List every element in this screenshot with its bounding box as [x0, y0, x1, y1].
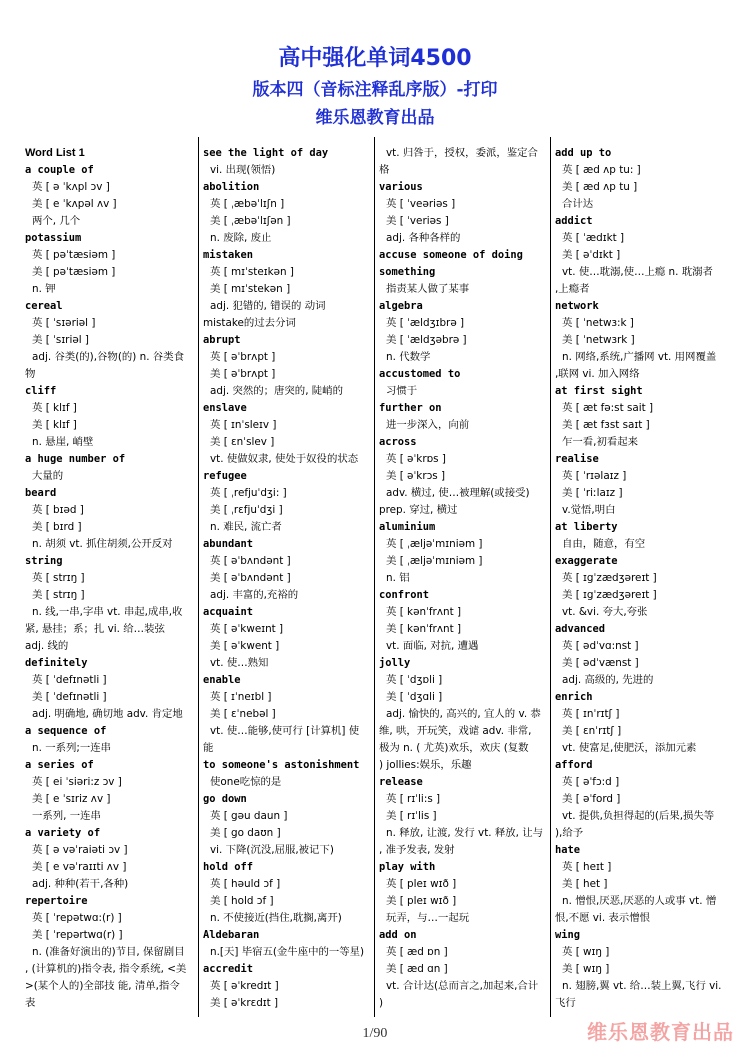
headword: enslave — [203, 402, 247, 414]
meaning: n.[天] 毕宿五(金牛座中的一等星) — [210, 946, 365, 958]
headword: afford — [555, 759, 593, 771]
phonetic: 英 [ əˈkrɒs ] — [386, 453, 446, 465]
phonetic: 英 [ kənˈfrʌnt ] — [386, 606, 461, 618]
column-1 — [22, 137, 198, 1017]
column-4 — [550, 137, 728, 1017]
phonetic: 美 [ wɪŋ ] — [562, 963, 610, 975]
headword: hate — [555, 844, 581, 856]
phonetic: 美 [ ˈriːlaɪz ] — [562, 487, 623, 499]
list-heading: Word List 1 — [25, 147, 85, 159]
meaning-continued: prep. 穿过, 横过 — [379, 504, 458, 516]
meaning: vt. 合计达(总而言之,加起来,合计 — [386, 980, 539, 992]
meaning: adj. 突然的；唐突的, 陡峭的 — [210, 385, 343, 397]
headword: enrich — [555, 691, 593, 703]
meaning-continued: mistake的过去分词 — [203, 317, 296, 329]
phonetic: 美 [ e ˈsɪriz ʌv ] — [32, 793, 111, 805]
meaning: n. 钾 — [32, 283, 56, 295]
meaning: n. 难民, 流亡者 — [210, 521, 282, 533]
phonetic: 美 [ ˈdʒɑli ] — [386, 691, 443, 703]
headword: aluminium — [379, 521, 436, 533]
meaning-continued: ),给予 — [555, 827, 584, 839]
phonetic: 英 [ mɪˈsteɪkən ] — [210, 266, 294, 278]
phonetic: 美 [ æt fɜst saɪt ] — [562, 419, 650, 431]
phonetic: 英 [ ˈveəriəs ] — [386, 198, 456, 210]
headword: abrupt — [203, 334, 241, 346]
headword: mistaken — [203, 249, 254, 261]
meaning: vt. 使…耽溺,使…上瘾 n. 耽溺者 — [562, 266, 713, 278]
headword: advanced — [555, 623, 606, 635]
phonetic: 美 [ go daʊn ] — [210, 827, 281, 839]
phonetic: 美 [ ədˈvænst ] — [562, 657, 639, 669]
phonetic: 英 [ ə ˈkʌpl ɔv ] — [32, 181, 110, 193]
meaning: vi. 出现(领悟) — [210, 164, 276, 176]
headword: realise — [555, 453, 599, 465]
document-title: 高中强化单词4500 — [278, 46, 472, 71]
headword: play with — [379, 861, 436, 873]
phonetic: 美 [ əˈbʌndənt ] — [210, 572, 291, 584]
phonetic: 美 [ əˈdɪkt ] — [562, 249, 621, 261]
phonetic: 美 [ ˌæbəˈlɪʃən ] — [210, 215, 291, 227]
phonetic: 美 [ pleɪ wɪð ] — [386, 895, 457, 907]
phonetic: 英 [ ˈrɪəlaɪz ] — [562, 470, 627, 482]
meaning: 进一步深入，向前 — [386, 419, 470, 431]
phonetic: 英 [ ˈnetwɜ:k ] — [562, 317, 634, 329]
meaning-continued: 恨,不愿 vi. 表示憎恨 — [555, 912, 650, 924]
headword: addict — [555, 215, 593, 227]
phonetic: 英 [ ɪnˈrɪtʃ ] — [562, 708, 620, 720]
meaning: 指责某人做了某事 — [386, 283, 470, 295]
headword: accredit — [203, 963, 254, 975]
meaning: adv. 横过, 使…被理解(或接受) — [386, 487, 530, 499]
phonetic: 美 [ ɛnˈslev ] — [210, 436, 275, 448]
phonetic: 美 [ kənˈfrʌnt ] — [386, 623, 461, 635]
headword: abolition — [203, 181, 260, 193]
meaning: 一系列, 一连串 — [32, 810, 101, 822]
phonetic: 美 [ e ˈkʌpəl ʌv ] — [32, 198, 117, 210]
phonetic: 美 [ pəˈtæsiəm ] — [32, 266, 116, 278]
headword: see the light of day — [203, 147, 329, 159]
meaning-continued: >(某个人的)全部技 能, 清单,指令 — [25, 980, 180, 992]
phonetic: 英 [ əˈbʌndənt ] — [210, 555, 291, 567]
headword: a sequence of — [25, 725, 107, 737]
phonetic: 英 [ ɪˈneɪbl ] — [210, 691, 272, 703]
meaning: vi. 下降(沉没,屈服,被记下) — [210, 844, 334, 856]
phonetic: 英 [ əˈkweɪnt ] — [210, 623, 284, 635]
headword: a couple of — [25, 164, 94, 176]
meaning: 合计达 — [562, 198, 594, 210]
headword: definitely — [25, 657, 88, 669]
phonetic: 英 [ heɪt ] — [562, 861, 612, 873]
headword: across — [379, 436, 417, 448]
phonetic: 美 [ het ] — [562, 878, 608, 890]
meaning: vt. 使富足,使肥沃，添加元素 — [562, 742, 697, 754]
meaning-continued: ,联网 vi. 加入网络 — [555, 368, 640, 380]
meaning: n. 翅膀,翼 vt. 给…装上翼,飞行 vi. — [562, 980, 722, 992]
meaning: v.觉悟,明白 — [562, 504, 616, 516]
phonetic: 美 [ ˈnetwɜrk ] — [562, 334, 635, 346]
column-2 — [198, 137, 374, 1017]
phonetic: 美 [ ˈdefɪnətli ] — [32, 691, 107, 703]
headword: beard — [25, 487, 57, 499]
phonetic: 美 [ əˈbrʌpt ] — [210, 368, 276, 380]
meaning-continued: 表 — [25, 997, 36, 1009]
phonetic: 英 [ ˌrefjuˈdʒi: ] — [210, 487, 287, 499]
phonetic: 美 [ rɪˈlis ] — [386, 810, 437, 822]
meaning: n. 释放, 让渡, 发行 vt. 释放, 让与 — [386, 827, 544, 839]
headword: network — [555, 300, 599, 312]
meaning: adj. 谷类(的),谷物(的) n. 谷类食 — [32, 351, 184, 363]
meaning: 自由，随意，有空 — [562, 538, 646, 550]
headword: at liberty — [555, 521, 618, 533]
column-3 — [374, 137, 550, 1017]
headword: Aldebaran — [203, 929, 260, 941]
phonetic: 美 [ hold ɔf ] — [210, 895, 274, 907]
meaning-continued: , (计算机的)指令表, 指令系统, <美 — [25, 963, 187, 975]
meaning-continued: adj. 线的 — [25, 640, 69, 652]
meaning: adj. 种种(若干,各种) — [32, 878, 129, 890]
meaning-continued: ,上瘾者 — [555, 283, 590, 295]
meaning: adj. 丰富的,充裕的 — [210, 589, 299, 601]
headword: potassium — [25, 232, 82, 244]
meaning: adj. 愉快的, 高兴的, 宜人的 v. 恭 — [386, 708, 541, 720]
meaning-continued: 紧, 悬挂；系；扎 vi. 给…装弦 — [25, 623, 165, 635]
phonetic: 美 [ ˌæljəˈmɪniəm ] — [386, 555, 483, 567]
phonetic: 英 [ pleɪ wɪð ] — [386, 878, 457, 890]
meaning-continued: 格 — [379, 164, 390, 176]
word-list-columns — [22, 137, 728, 1017]
headword: refugee — [203, 470, 247, 482]
phonetic: 英 [ əˈbrʌpt ] — [210, 351, 276, 363]
phonetic: 英 [ ˈdefɪnətli ] — [32, 674, 107, 686]
publisher-watermark: 维乐恩教育出品 — [587, 1020, 734, 1044]
meaning-continued: ) — [379, 997, 384, 1009]
page-number: 1/90 — [362, 1026, 388, 1041]
headword: a huge number of — [25, 453, 126, 465]
headword: go down — [203, 793, 247, 805]
phonetic: 英 [ ˈældʒɪbrə ] — [386, 317, 465, 329]
headword: cereal — [25, 300, 63, 312]
meaning: vt. 使做奴隶, 使处于奴役的状态 — [210, 453, 359, 465]
meaning: 两个, 几个 — [32, 215, 81, 227]
phonetic: 美 [ e vəˈraɪɪti ʌv ] — [32, 861, 127, 873]
meaning: n. 废除, 废止 — [210, 232, 272, 244]
meaning: n. 悬崖, 峭壁 — [32, 436, 94, 448]
meaning-continued: 极为 n. ( 尤英)欢乐，欢庆 (复数 — [379, 742, 529, 754]
phonetic: 英 [ əˈkredɪt ] — [210, 980, 279, 992]
headword: release — [379, 776, 423, 788]
phonetic: 美 [ əˈkwent ] — [210, 640, 280, 652]
headword: string — [25, 555, 63, 567]
meaning: n. 代数学 — [386, 351, 431, 363]
meaning-continued: 能 — [203, 742, 214, 754]
phonetic: 英 [ rɪˈli:s ] — [386, 793, 441, 805]
headword: something — [379, 266, 436, 278]
phonetic: 美 [ ˈveriəs ] — [386, 215, 449, 227]
headword: further on — [379, 402, 442, 414]
phonetic: 美 [ ɪgˈzædʒəreɪt ] — [562, 589, 657, 601]
meaning: adj. 高级的, 先进的 — [562, 674, 654, 686]
meaning: n. (准备好演出的)节目, 保留剧目 — [32, 946, 185, 958]
phonetic: 美 [ bɪrd ] — [32, 521, 82, 533]
meaning: 乍一看,初看起来 — [562, 436, 639, 448]
meaning: 玩弄，与…一起玩 — [386, 912, 470, 924]
headword: accustomed to — [379, 368, 461, 380]
phonetic: 美 [ strɪŋ ] — [32, 589, 85, 601]
meaning: n. 一系列;一连串 — [32, 742, 112, 754]
headword: enable — [203, 674, 241, 686]
phonetic: 英 [ əˈfɔ:d ] — [562, 776, 620, 788]
meaning: 习惯于 — [386, 385, 418, 397]
document-subtitle: 版本四（音标注释乱序版）-打印 — [252, 80, 498, 100]
meaning: n. 不使接近(挡住,耽搁,离开) — [210, 912, 342, 924]
phonetic: 美 [ ɛnˈrɪtʃ ] — [562, 725, 622, 737]
phonetic: 美 [ əˈford ] — [562, 793, 621, 805]
meaning: vt. 提供,负担得起的(后果,损失等 — [562, 810, 715, 822]
headword: jolly — [379, 657, 411, 669]
phonetic: 英 [ ˌæljəˈmɪniəm ] — [386, 538, 483, 550]
headword: confront — [379, 589, 430, 601]
phonetic: 英 [ ˈædɪkt ] — [562, 232, 625, 244]
meaning: vt. 使…熟知 — [210, 657, 269, 669]
headword: acquaint — [203, 606, 254, 618]
meaning: n. 网络,系统,广播网 vt. 用网覆盖 — [562, 351, 717, 363]
headword: a series of — [25, 759, 94, 771]
meaning-continued: ) jollies:娱乐，乐趣 — [379, 759, 472, 771]
headword: hold off — [203, 861, 254, 873]
phonetic: 英 [ klɪf ] — [32, 402, 77, 414]
phonetic: 英 [ ˈsɪəriəl ] — [32, 317, 96, 329]
phonetic: 英 [ ədˈvɑ:nst ] — [562, 640, 639, 652]
headword: cliff — [25, 385, 57, 397]
meaning: adj. 犯错的, 错误的 动词 — [210, 300, 326, 312]
headword: abundant — [203, 538, 254, 550]
headword: algebra — [379, 300, 423, 312]
meaning: 使one吃惊的是 — [210, 776, 282, 788]
phonetic: 英 [ ɪgˈzædʒəreɪt ] — [562, 572, 657, 584]
meaning-continued: 飞行 — [555, 997, 576, 1009]
phonetic: 英 [ æd ʌp tu: ] — [562, 164, 641, 176]
meaning: adj. 各种各样的 — [386, 232, 461, 244]
phonetic: 英 [ wɪŋ ] — [562, 946, 610, 958]
meaning: vt. &vi. 夸大,夸张 — [562, 606, 648, 618]
meaning: vt. 归咎于，授权，委派，鉴定合 — [386, 147, 538, 159]
headword: at first sight — [555, 385, 643, 397]
meaning-continued: 维, 哄，开玩笑，戏谑 adv. 非常, — [379, 725, 532, 737]
phonetic: 英 [ gəu daun ] — [210, 810, 288, 822]
meaning: vt. 面临, 对抗, 遭遇 — [386, 640, 479, 652]
headword: a variety of — [25, 827, 101, 839]
phonetic: 美 [ ɛˈnebəl ] — [210, 708, 276, 720]
meaning: vt. 使…能够,使可行 [计算机] 使 — [210, 725, 360, 737]
phonetic: 美 [ ˈrepərtwɑ(r) ] — [32, 929, 123, 941]
phonetic: 美 [ mɪˈstekən ] — [210, 283, 291, 295]
phonetic: 美 [ klɪf ] — [32, 419, 77, 431]
phonetic: 美 [ ˌrɛfjuˈdʒi ] — [210, 504, 283, 516]
headword: add up to — [555, 147, 612, 159]
meaning: n. 胡须 vt. 抓住胡须,公开反对 — [32, 538, 173, 550]
phonetic: 英 [ bɪəd ] — [32, 504, 84, 516]
phonetic: 英 [ ə vəˈraiəti ɔv ] — [32, 844, 128, 856]
phonetic: 英 [ ei ˈsiəri:z ɔv ] — [32, 776, 122, 788]
meaning: n. 线,一串,字串 vt. 串起,成串,收 — [32, 606, 183, 618]
phonetic: 英 [ ɪnˈsleɪv ] — [210, 419, 277, 431]
phonetic: 美 [ æd ɑn ] — [386, 963, 448, 975]
meaning: adj. 明确地, 确切地 adv. 肯定地 — [32, 708, 183, 720]
phonetic: 英 [ strɪŋ ] — [32, 572, 85, 584]
phonetic: 美 [ ˈsɪriəl ] — [32, 334, 89, 346]
headword: various — [379, 181, 423, 193]
phonetic: 英 [ ˌæbəˈlɪʃn ] — [210, 198, 285, 210]
headword: accuse someone of doing — [379, 249, 523, 261]
phonetic: 英 [ həuld ɔf ] — [210, 878, 281, 890]
phonetic: 英 [ ˈdʒɒli ] — [386, 674, 443, 686]
headword: add on — [379, 929, 417, 941]
phonetic: 英 [ pəˈtæsiəm ] — [32, 249, 116, 261]
phonetic: 英 [ æd ɒn ] — [386, 946, 448, 958]
document-header — [0, 44, 750, 132]
meaning-continued: 物 — [25, 368, 36, 380]
headword: wing — [555, 929, 581, 941]
document-publisher: 维乐恩教育出品 — [315, 108, 435, 128]
phonetic: 英 [ ˈrepətwɑ:(r) ] — [32, 912, 122, 924]
meaning: 大量的 — [32, 470, 64, 482]
meaning: n. 憎恨,厌恶,厌恶的人或事 vt. 憎 — [562, 895, 717, 907]
headword: repertoire — [25, 895, 88, 907]
phonetic: 美 [ əˈkrɛdɪt ] — [210, 997, 279, 1009]
meaning: n. 铝 — [386, 572, 410, 584]
meaning-continued: , 准予发表, 发射 — [379, 844, 455, 856]
phonetic: 美 [ æd ʌp tu ] — [562, 181, 638, 193]
headword: exaggerate — [555, 555, 618, 567]
headword: to someone's astonishment — [203, 759, 360, 771]
phonetic: 美 [ əˈkrɔs ] — [386, 470, 446, 482]
phonetic: 英 [ æt fə:st sait ] — [562, 402, 654, 414]
phonetic: 美 [ ˈældʒəbrə ] — [386, 334, 467, 346]
